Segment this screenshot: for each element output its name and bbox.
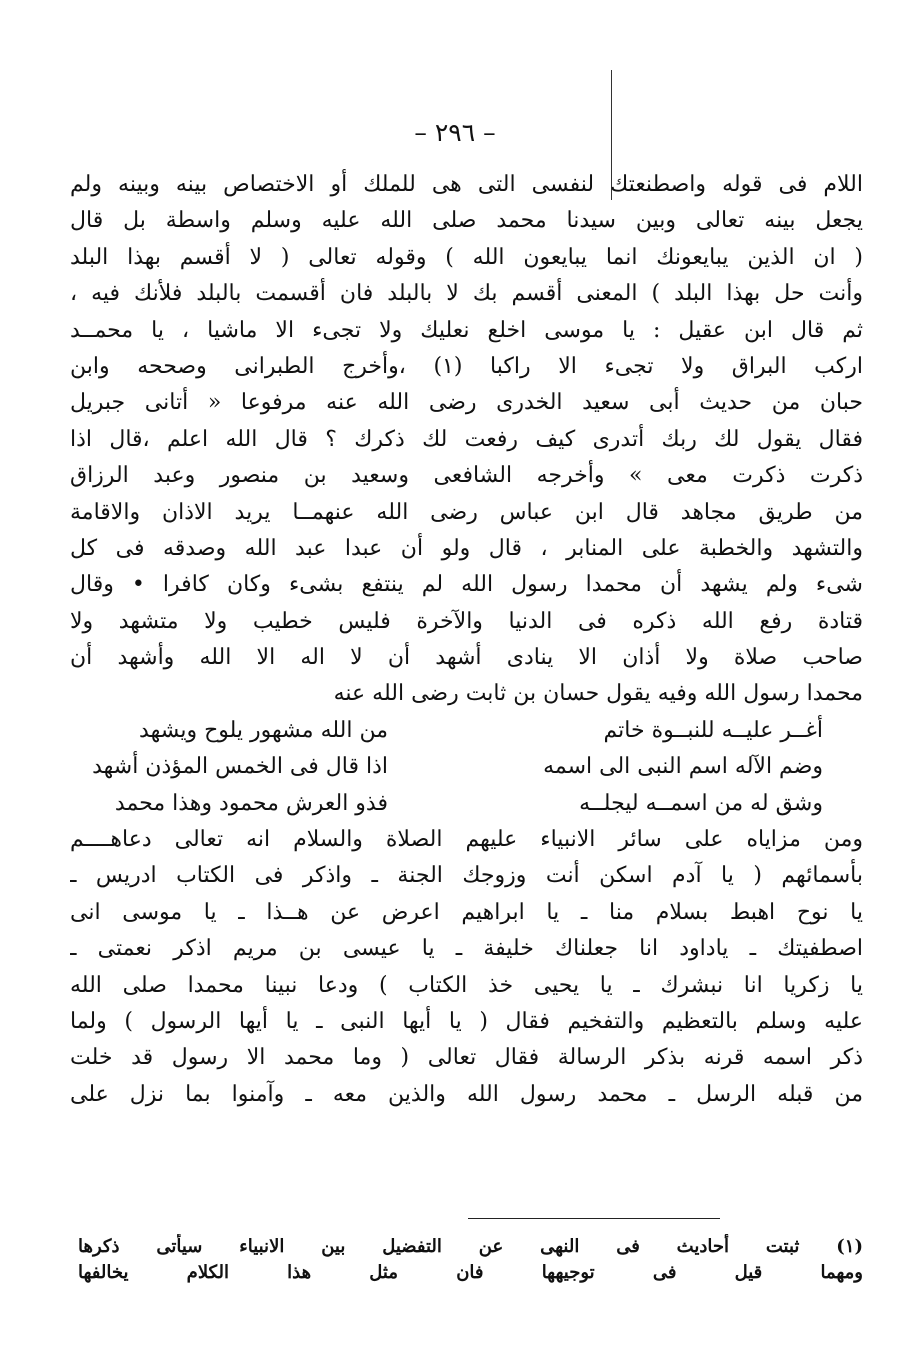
verse-second-hemistich: من الله مشهور يلوح ويشهد [139, 717, 388, 743]
verse-second-hemistich: فذو العرش محمود وهذا محمد [114, 790, 388, 816]
text-line: اللام فى قوله واصطنعتك لنفسى التى هى للملك أو الاختصاص بينه وبينه ولم [70, 172, 863, 197]
text-line: فقال يقول لك ربك أتدرى كيف رفعت لك ذكرك ؟ قال الله اعلم ،قال اذا [70, 426, 863, 452]
verse-first-hemistich: وشق له من اسمــه ليجلــه [579, 790, 823, 816]
text-line: ومن مزاياه على سائر الانبياء عليهم الصلاة والسلام انه تعالى دعاهــــم [70, 827, 863, 853]
text-line: يا نوح اهبط بسلام منا ـ يا ابراهيم اعرض عن هــذا ـ يا موسى انى [70, 899, 863, 925]
text-line: اصطفيتك ـ ياداود انا جعلناك خليفة ـ يا عيسى بن مريم اذكر نعمتى ـ [70, 936, 863, 962]
poem-verse [70, 749, 863, 785]
verse-first-hemistich: وضم الآله اسم النبى الى اسمه [543, 754, 823, 780]
text-line: من طريق مجاهد قال ابن عباس رضى الله عنهمــا يريد الاذان والاقامة [70, 499, 863, 525]
text-line: محمدا رسول الله وفيه يقول حسان بن ثابت رضى الله عنه [333, 681, 863, 707]
text-line: يجعل بينه تعالى وبين سيدنا محمد صلى الله عليه وسلم واسطة بل قال [70, 208, 863, 234]
text-line: اركب البراق ولا تجىء الا راكبا (١) ،وأخرج الطبرانى وصححه وابن [70, 353, 863, 379]
text-line: والتشهد والخطبة على المنابر ، قال ولو أن عبدا عبد الله وصدقه فى كل [70, 535, 863, 561]
text-line: قتادة رفع الله ذكره فى الدنيا والآخرة فليس خطيب ولا متشهد ولا [70, 608, 863, 634]
footnotes [78, 1234, 863, 1286]
text-line: شىء ولم يشهد أن محمدا رسول الله لم ينتفع بشىء وكان كافرا • وقال [70, 572, 863, 598]
text-line: ( ان الذين يبايعونك انما يبايعون الله ) وقوله تعالى ( لا أقسم بهذا البلد [70, 244, 863, 270]
text-line: وأنت حل بهذا البلد ) المعنى أقسم بك لا بالبلد فان أقسمت بالبلد فلأنك فيه ، [70, 281, 863, 307]
page-number: – ٢٩٦ – [414, 118, 496, 147]
text-line: صاحب صلاة ولا أذان الا ينادى أشهد أن لا اله الا الله وأشهد أن [70, 645, 863, 671]
footnote-line: (١) ثبتت أحاديث فى النهى عن التفضيل بين الانبياء سيأتى ذكرها [78, 1236, 863, 1257]
footnote-divider [468, 1218, 720, 1219]
text-line: عليه وسلم بالتعظيم والتفخيم فقال ( يا أيها النبى ـ يا أيها الرسول ) ولما [70, 1008, 863, 1034]
text-line: ثم قال ابن عقيل : يا موسى اخلع نعليك ولا تجىء الا ماشيا ، يا محمــد [70, 317, 863, 343]
verse-first-hemistich: أغــر عليــه للنبــوة خاتم [603, 717, 823, 743]
footnote-line: ومهما قيل فى توجيهها فان مثل هذا الكلام يخالفها [78, 1262, 863, 1283]
verse-second-hemistich: اذا قال فى الخمس المؤذن أشهد [92, 754, 388, 780]
text-line: ذكر اسمه قرنه بذكر الرسالة فقال تعالى ( وما محمد الا رسول قد خلت [70, 1045, 863, 1071]
text-line: حبان من حديث أبى سعيد الخدرى رضى الله عنه مرفوعا « أتانى جبريل [70, 390, 863, 416]
text-line: من قبله الرسل ـ محمد رسول الله والذين معه ـ وآمنوا بما نزل على [70, 1081, 863, 1107]
poem-verse [70, 786, 863, 822]
text-line: ذكرت ذكرت معى » وأخرجه الشافعى وسعيد بن منصور وعبد الرزاق [70, 463, 863, 489]
poem-verse [70, 713, 863, 749]
main-text [70, 167, 863, 1113]
text-line: يا زكريا انا نبشرك ـ يا يحيى خذ الكتاب ) ودعا نبينا محمدا صلى الله [70, 972, 863, 998]
text-line: بأسمائهم ( يا آدم اسكن أنت وزوجك الجنة ـ واذكر فى الكتاب ادريس ـ [70, 863, 863, 889]
poem-verses [70, 713, 863, 822]
